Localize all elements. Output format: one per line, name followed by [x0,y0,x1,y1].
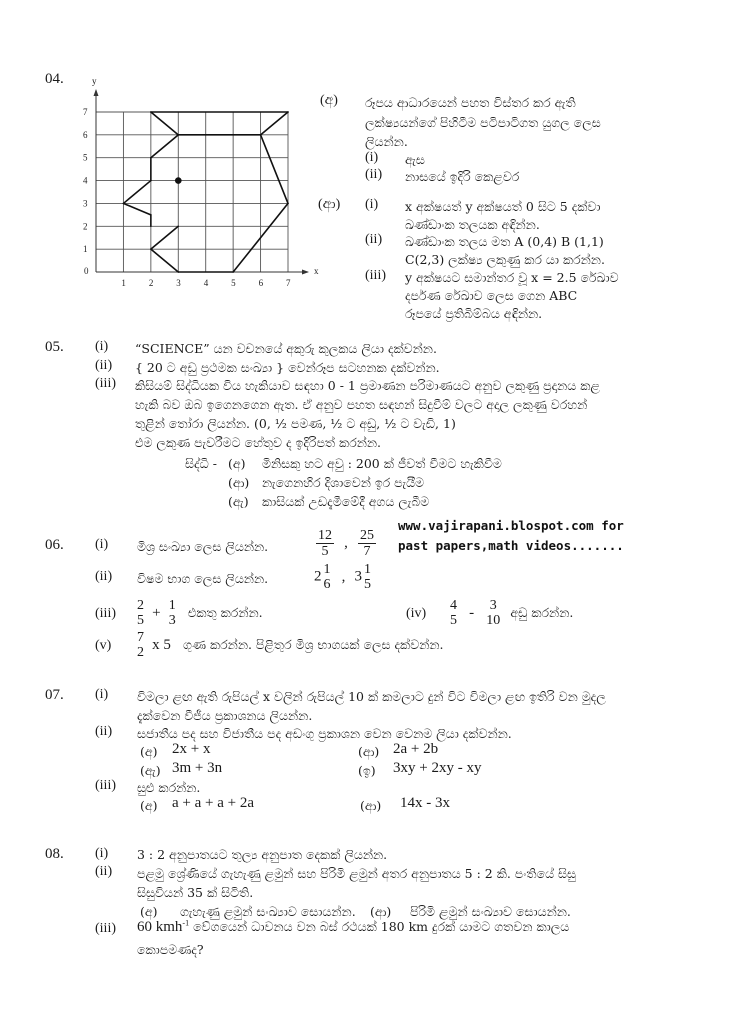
q04-aa-i-label: (i) [365,197,379,212]
coordinate-grid-figure [70,74,330,294]
fraction: $\frac{25}{7}$ [360,528,375,559]
fraction: 4 5 [450,598,457,628]
q07-i-line-1: විමලා ළඟ ඇති රුපියල් x වලින් රුපියල් 10 ක් කමලාට දුන් විට විමලා ළඟ ඉතිරි වන මුදල [137,689,606,704]
q04-aa-iii-line-2: දර්පණ රේඛාව ලෙස ගෙන ABC [405,288,578,303]
q05-iii-line-1: කිසියම් සිද්ධියක විය හැකියාව සඳහා 0 - 1 ප්‍රමාණන පරිමාණයට අනුව ලකුණු ප්‍රදානය කළ [135,378,600,393]
svg-text:x: x [314,266,319,276]
q07-ii-i-label: (ඉ) [358,763,376,778]
q04-aa-iii-line-3: රූපයේ ප්‍රතිබිම්බය අඳින්න. [405,306,543,321]
q08-ii-a-label: (අ) [140,904,158,919]
svg-text:4: 4 [203,278,209,288]
q07-iii-text: සුළු කරන්න. [137,780,201,795]
q04-part-a-label: (අ) [320,93,338,108]
q07-iii-aa-label: (ආ) [360,798,382,813]
q06-ii-text: විෂම භාග ලෙස ලියන්න. [137,571,269,586]
q05-iii-line-2: හැකි බව ඔබ ඉගෙනගෙන ඇත. ඒ අනුව පහත සඳහන් සිදුවීම් වලට අදාල ලකුණු වරහන් [135,397,588,412]
question-number-05: 05. [45,339,64,355]
q07-ii-a-label: (අ) [140,744,158,759]
q07-iii-a-label: (අ) [140,798,158,813]
q07-ii-label: (ii) [95,724,113,739]
q07-ii-aa-expr: 2a + 2b [393,741,439,757]
q04-a-ii-label: (ii) [365,167,383,182]
q04-aa-ii-label: (ii) [365,232,383,247]
website-watermark-line-1: www.vajirapani.blospot.com for [398,518,624,533]
q05-iii-label: (iii) [95,376,116,391]
q07-iii-aa-expr: 14x - 3x [400,795,450,811]
svg-text:2: 2 [83,221,88,232]
svg-text:3: 3 [176,278,181,288]
svg-text:5: 5 [83,152,88,163]
fraction: 2 5 [137,598,144,628]
q05-i-text: “SCIENCE” යන වචනයේ අකුරු කුලකය ලියා දක්වන්න. [135,341,437,356]
q06-iii-expression: 2 5 + 1 3 එකතු කරන්න. [137,598,263,628]
q05-event-aa-text: නැගෙනහිර දිශාවෙන් ඉර පැයීම [262,475,425,490]
q04-aa-ii-line-2: C(2,3) ලක්ෂ්‍ය ලකුණු කර යා කරන්න. [405,252,605,267]
q05-event-aa-label: (ආ) [228,475,250,490]
q06-iv-label: (iv) [406,606,427,621]
question-number-06: 06. [45,537,64,553]
q06-i-text: මිශ්‍ර සංඛ්‍යා ලෙස ලියන්න. [137,539,269,554]
question-number-04: 04. [45,71,64,87]
fraction: 1 3 [168,598,176,628]
svg-text:0: 0 [84,266,89,276]
q04-part-a-line-3: ලියන්න. [365,134,408,149]
fraction: 3 10 [486,598,501,628]
svg-text:6: 6 [258,278,264,288]
q08-ii-aa-text: පිරිමි ළමුන් සංඛ්‍යාව සොයන්න. [410,904,571,919]
q05-ii-label: (ii) [95,358,113,373]
fraction: $\frac{12}{5}$ [318,528,332,559]
q05-event-ae-text: කාසියක් උඩදැමීමේදී අගය ලැබීම [262,494,430,509]
q06-i-label: (i) [95,537,109,552]
q04-aa-iii-line-1: y අක්ෂයට සමාන්තර වූ x = 2.5 රේඛාව [405,270,619,285]
q04-aa-i-line-1: x අක්ෂයත් y අක්ෂයත් 0 සිට 5 දක්වා [405,199,601,214]
q04-a-i-label: (i) [365,150,379,165]
q07-ii-a-expr: 2x + x [172,741,211,757]
q04-aa-ii-line-1: ඛණ්ඩාංක තලය මත A (0,4) B (1,1) [405,234,604,249]
q04-a-i-text: ඇස [405,152,425,167]
q06-iii-label: (iii) [95,606,116,621]
svg-text:4: 4 [83,175,88,186]
svg-text:1: 1 [83,244,88,255]
q08-ii-line-1: පළමු ශ්‍රේණියේ ගැහැණු ළමුන් සහ පිරිමි ළමුන් අතර අනුපාතය 5 : 2 කි. පංතියේ සිසු [137,866,577,881]
q07-iii-label: (iii) [95,778,116,793]
q07-iii-a-expr: a + a + a + 2a [172,795,255,811]
q08-ii-line-2: සිසුවියන් 35 ක් සිටිති. [137,885,254,900]
svg-text:y: y [92,76,97,86]
question-number-08: 08. [45,846,64,862]
q06-ii-label: (ii) [95,569,113,584]
q04-a-ii-text: නාසයේ ඉදිරි කෙළවර [405,169,520,184]
q05-iii-line-3: තුළින් තෝරා ලියන්න. (0, ½ පමණ, ½ ට අඩු, ½ ට වැඩි, 1) [135,416,456,431]
q04-aa-i-line-2: ඛණ්ඩාංක තලයක අඳින්න. [405,217,540,232]
q05-i-label: (i) [95,339,109,354]
q05-event-a-text: මිනිසකු හට අවු : 200 ක් ජීවත් වීමට හැකිවීම [262,456,502,471]
q07-i-label: (i) [95,687,109,702]
q08-ii-label: (ii) [95,864,113,879]
q08-iii-line-1: 60 kmh$^{-1}$ වේගයෙන් ධාවනය වන බස් රථයක් 180 km දුරක් යාමට ගතවන කාලය [137,918,570,935]
q04-part-a-line-1: රූපය ආධාරයෙන් පහත විස්තර කර ඇති [365,95,576,110]
fraction: 1 5 [364,562,372,592]
q04-part-aa-label: (ආ) [318,197,341,212]
website-watermark-line-2: past papers,math videos....... [398,538,624,553]
q06-v-expression: 7 2 x 5 ගුණ කරන්න. පිළිතුර මිශ්‍ර භාගයක් ලෙස දක්වන්න. [137,630,444,660]
svg-text:6: 6 [83,129,88,140]
q07-ii-text: සජාතීය පද සහ විජාතීය පද අඩංගු ප්‍රකාශන වෙන වෙනම ලියා දක්වන්න. [137,726,512,741]
svg-text:3: 3 [83,198,88,209]
q08-iii-line-2: කොපමණද? [137,942,204,957]
q08-ii-a-text: ගැහැණු ළමුන් සංඛ්‍යාව සොයන්න. [180,904,356,919]
q08-ii-aa-label: (ආ) [370,904,392,919]
q07-ii-ae-expr: 3m + 3n [172,760,223,776]
q05-events-prefix: සිද්ධි - [185,456,217,471]
q08-i-text: 3 : 2 අනුපාතයට තුල්‍ය අනුපාත දෙකක් ලියන්න. [137,847,388,862]
svg-text:2: 2 [148,278,154,288]
q06-ii-mixed-numbers: 2 1 6 , 3 1 5 [314,562,372,592]
q07-ii-ae-label: (ඇ) [140,763,161,778]
q05-ii-text: { 20 ට අඩු ප්‍රථමක සංඛ්‍යා } වෙන්රූප සටහනක දක්වන්න. [135,360,440,375]
q05-event-ae-label: (ඇ) [228,494,249,509]
q08-i-label: (i) [95,846,109,861]
svg-text:7: 7 [83,107,88,117]
q06-i-fractions: $\frac{12}{5}$ , $\frac{25}{7}$ [318,528,375,559]
q06-iv-expression: 4 5 - 3 10 අඩු කරන්න. [450,598,574,628]
q06-v-label: (v) [95,638,112,653]
q05-iii-line-4: එම ලකුණ පැවරීමට හේතුව ද ඉදිරිපත් කරන්න. [135,435,382,450]
q07-ii-aa-label: (ආ) [358,744,380,759]
question-number-07: 07. [45,687,64,703]
q07-i-line-2: දැක්වෙන වීජීය ප්‍රකාශනය ලියන්න. [137,708,313,723]
svg-text:1: 1 [121,278,126,288]
fraction: 1 6 [323,562,331,592]
q08-iii-label: (iii) [95,921,116,936]
fraction: 7 2 [137,630,144,660]
svg-text:7: 7 [286,278,291,288]
q05-event-a-label: (අ) [228,456,246,471]
svg-text:5: 5 [231,278,236,288]
q07-ii-i-expr: 3xy + 2xy - xy [393,760,482,776]
q04-part-a-line-2: ලක්ෂ්‍යයන්ගේ පිහිටීම පටිපාටිගත යුගල ලෙස [365,115,601,130]
q04-aa-iii-label: (iii) [365,268,386,283]
